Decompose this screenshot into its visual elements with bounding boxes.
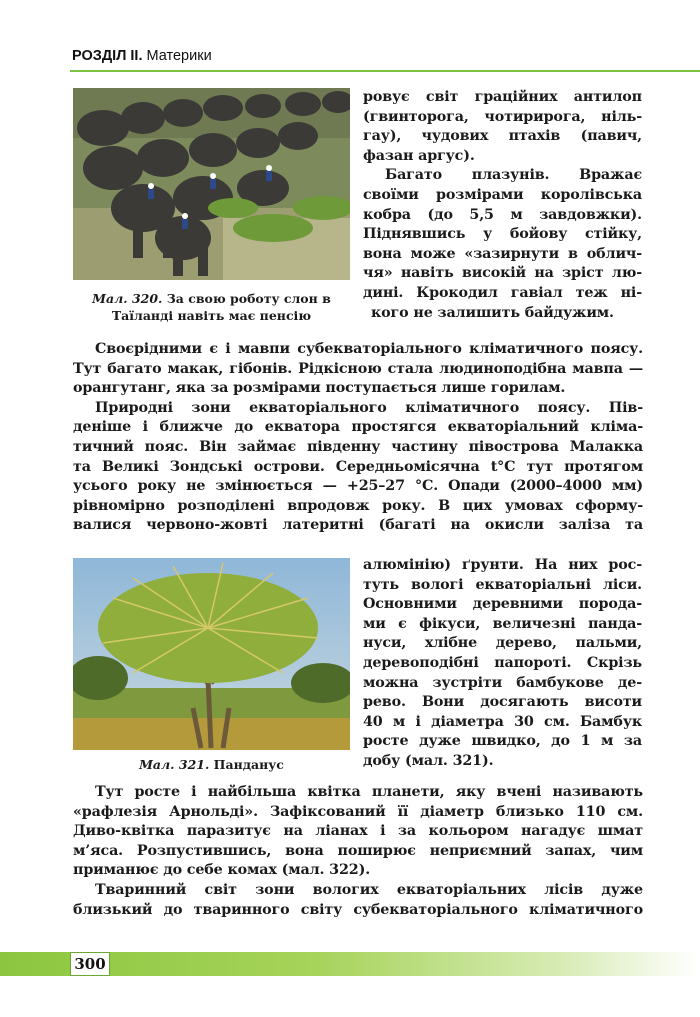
text-line: Багато плазунів. Вражає bbox=[385, 167, 642, 184]
text-line: Тваринний світ зони вологих екваторіальних лісів дуже bbox=[95, 881, 643, 898]
text-line: (гвинторога, чотирирога, ніль- bbox=[363, 108, 642, 125]
page-number: 300 bbox=[70, 952, 110, 976]
text-line: добу (мал. 321). bbox=[363, 752, 494, 769]
text-block-3 bbox=[363, 556, 642, 772]
text-line: фазан аргус). bbox=[363, 147, 475, 164]
text-line: Природні зони екваторіального кліматичного поясу. Пів- bbox=[95, 399, 643, 416]
text-line: чя» навіть високій на зріст лю- bbox=[363, 265, 642, 282]
text-line: тичний пояс. Він займає південну частину півострова Малакка bbox=[73, 438, 643, 455]
text-line: рево. Вони досягають висоти bbox=[363, 694, 642, 711]
text-line: можна зустріти бамбукове де- bbox=[363, 674, 642, 691]
text-line: Основними деревними порода- bbox=[363, 596, 642, 613]
text-line: «рафлезія Арнольді». Зафіксований її діаметр близько 110 см. bbox=[73, 803, 643, 820]
text-line: Піднявшись у бойову стійку, bbox=[363, 226, 642, 243]
text-block-4 bbox=[73, 783, 643, 920]
pandanus-photo bbox=[73, 558, 350, 750]
text-line: рівномірно розподілені впродовж року. В цих умовах сформу- bbox=[73, 497, 643, 514]
text-line: валися червоно-жовті латеритні (багаті на окисли заліза та bbox=[73, 517, 643, 534]
figure-321-caption bbox=[73, 756, 350, 773]
text-block-2 bbox=[73, 340, 643, 536]
text-line: Диво-квітка паразитує на ліанах і за кольором нагадує шмат bbox=[73, 823, 643, 840]
text-line: дині. Крокодил гавіал теж ні- bbox=[363, 284, 642, 301]
section-label: РОЗДІЛ ІІ. bbox=[72, 48, 143, 64]
text-line: гау), чудових птахів (павич, bbox=[363, 128, 642, 145]
section-title: Материки bbox=[146, 48, 212, 64]
text-line: своїми розмірами королівська bbox=[363, 186, 642, 203]
text-line: 40 м і діаметра 30 см. Бамбук bbox=[363, 713, 642, 730]
text-line: близький до тваринного світу субекваторіального кліматичного bbox=[73, 901, 643, 918]
text-line: кобра (до 5,5 м завдовжки). bbox=[363, 206, 642, 223]
text-line: та Великі Зондські острови. Середньомісячна t°С тут протягом bbox=[73, 458, 643, 475]
figure-321-number: Мал. 321. bbox=[139, 757, 210, 772]
text-line: туть вологі екваторіальні ліси. bbox=[363, 576, 642, 593]
text-line: росте дуже швидко, до 1 м за bbox=[363, 733, 642, 750]
text-line: Тут росте і найбільша квітка планети, яку вчені називають bbox=[95, 784, 643, 800]
text-line: орангутанг, яка за розмірами поступається лише горилам. bbox=[73, 380, 566, 397]
text-line: м’яса. Розпустившись, вона поширює неприємний запах, чим bbox=[73, 842, 643, 859]
text-block-1 bbox=[363, 88, 642, 323]
text-line: алюмінію) ґрунти. На них рос- bbox=[363, 557, 642, 573]
text-line: деревоподібні папороті. Скрізь bbox=[363, 654, 642, 671]
text-line: ми є фікуси, величезні панда- bbox=[363, 615, 642, 632]
figure-320-caption-line2: Таїланді навіть має пенсію bbox=[111, 308, 312, 323]
figure-320-caption-line1: За свою роботу слон в bbox=[166, 291, 331, 306]
figure-321-caption-text: Пандaнус bbox=[213, 757, 284, 772]
text-line: деніше і ближче до екватора простягся екваторіальний кліма- bbox=[73, 419, 643, 436]
text-line: Тут багато макак, гібонів. Рідкісною стала людиноподібна мавпа — bbox=[73, 360, 643, 377]
text-line: ровує світ граційних антилоп bbox=[363, 89, 642, 105]
text-line: вона може «зазирнути в облич- bbox=[363, 245, 642, 262]
figure-320-number: Мал. 320. bbox=[92, 291, 163, 306]
elephants-photo bbox=[73, 88, 350, 280]
header-rule bbox=[70, 70, 700, 72]
text-line: нуси, хлібне дерево, пальми, bbox=[363, 635, 642, 652]
text-line: кого не залишить байдужим. bbox=[371, 304, 614, 321]
running-header bbox=[72, 48, 212, 64]
text-line: усього року не змінюється — +25–27 °С. Опади (2000–4000 мм) bbox=[73, 478, 643, 495]
text-line: Своєрідними є і мавпи субекваторіального кліматичного поясу. bbox=[95, 341, 643, 357]
text-line: приманює до себе комах (мал. 322). bbox=[73, 862, 371, 879]
figure-320-caption bbox=[73, 290, 350, 324]
